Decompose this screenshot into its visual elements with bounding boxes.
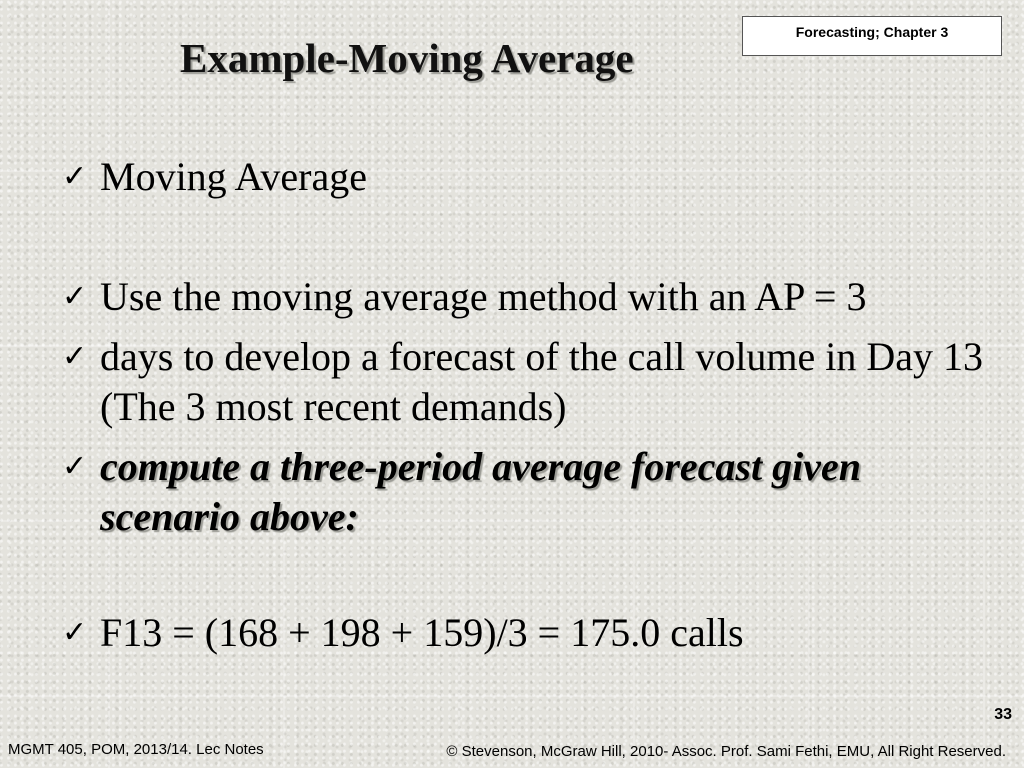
bullet-text: Moving Average: [100, 154, 367, 199]
bullet-forecast-day: [62, 332, 992, 432]
bullet-text: compute a three-period average forecast given scenario above:: [100, 444, 861, 539]
bullet-compute-instruction: [62, 442, 992, 542]
bullet-text: Use the moving average method with an AP = 3: [100, 274, 867, 319]
page-number: 33: [994, 706, 1012, 723]
bullet-result: [62, 608, 992, 658]
footer-copyright: © Stevenson, McGraw Hill, 2010- Assoc. Prof. Sami Fethi, EMU, All Right Reserved.: [446, 743, 1006, 760]
slide-title: Example-Moving Average: [180, 35, 634, 81]
footer-course: MGMT 405, POM, 2013/14. Lec Notes: [8, 741, 264, 758]
chapter-label: Forecasting; Chapter 3: [742, 16, 1002, 56]
bullet-text: days to develop a forecast of the call volume in Day 13 (The 3 most recent demands): [100, 334, 984, 429]
checkmark-icon: ✓: [62, 279, 88, 314]
bullet-text: F13 = (168 + 198 + 159)/3 = 175.0 calls: [100, 610, 744, 655]
checkmark-icon: ✓: [62, 615, 88, 650]
bullet-moving-average: [62, 152, 992, 202]
checkmark-icon: ✓: [62, 159, 88, 194]
bullet-method: [62, 272, 992, 322]
checkmark-icon: ✓: [62, 339, 88, 374]
checkmark-icon: ✓: [62, 449, 88, 484]
